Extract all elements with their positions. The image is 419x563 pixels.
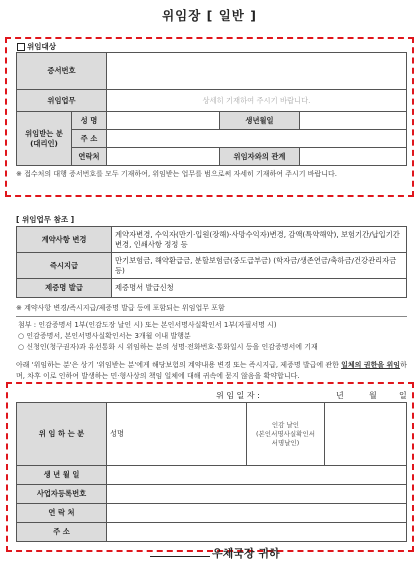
agent-birth-field[interactable]: [300, 112, 407, 130]
delegator-address-field[interactable]: [107, 523, 407, 542]
cert-no-label: 증서번호: [17, 53, 107, 90]
cert-no-field[interactable]: [107, 53, 407, 90]
agent-label: 위임받는 분 (대리인): [17, 112, 72, 166]
cert-issue-text: 제증명서 발급신청: [112, 279, 407, 298]
agent-contact-label: 연락처: [72, 148, 107, 166]
instant-pay-text: 만기보험금, 해약환급금, 분할보험금(중도급부금) (학자금/생존연금/축하금/건강관리자금 등): [112, 253, 407, 279]
footer: 우체국장 귀하: [150, 545, 280, 561]
delegator-address-label: 주 소: [17, 523, 107, 542]
relation-label: 위임자와의 관계: [220, 148, 300, 166]
delegator-contact-label: 연 락 처: [17, 504, 107, 523]
delegator-birth-label: 생 년 월 일: [17, 466, 107, 485]
recipient-blank[interactable]: [150, 556, 210, 557]
delegator-label: 위 임 하 는 분: [17, 403, 107, 466]
delegation-statement: 아래 '위임하는 분'은 상기 '위임받는 분'에게 해당보험의 계약내용 변경 또는 즉시지급, 제증명 발급에 관한 일체의 권한을 위임하며, 차후 이로 인하여 발생하는 민·형사상의 책임 일체에 대해 귀속에 묻지 않음을 확약합니다.: [16, 361, 407, 380]
agent-contact-field[interactable]: [107, 148, 220, 166]
attachment-line-1: 첨부 : 인감증명서 1부(인감도장 날인 시) 또는 본인서명사실확인서 1부(자필서명 시): [18, 321, 277, 329]
delegator-table: [16, 402, 407, 542]
attachment-line-3: ○ 신청인(청구권자)과 유선통화 시 위임하는 분의 성명·전화번호·통화일시 등을 인감증명서에 기재: [18, 343, 318, 351]
instant-pay-label: 즉시지급: [17, 253, 112, 279]
agent-address-field[interactable]: [107, 130, 407, 148]
agent-name-label: 성 명: [72, 112, 107, 130]
delegator-contact-field[interactable]: [107, 504, 407, 523]
delegator-birth-field[interactable]: [107, 466, 407, 485]
delegator-name-label: 성명: [107, 403, 247, 466]
cert-issue-label: 제증명 발급: [17, 279, 112, 298]
agent-address-label: 주 소: [72, 130, 107, 148]
relation-field[interactable]: [300, 148, 407, 166]
bizno-field[interactable]: [107, 485, 407, 504]
reference-table: [16, 226, 407, 298]
bizno-label: 사업자등록번호: [17, 485, 107, 504]
checkbox-icon: [17, 43, 25, 51]
attachment-line-2: ○ 인감증명서, 본인서명사실확인서는 3개월 이내 발행분: [18, 332, 191, 340]
agent-birth-label: 생년월일: [220, 112, 300, 130]
section1-title: 위임대상: [17, 41, 56, 52]
task-field[interactable]: 상세히 기재하여 주시기 바랍니다.: [107, 90, 407, 112]
delegation-date: 위 임 일 자 : 년 월 일: [216, 391, 407, 400]
reference-title: [ 위임업무 참조 ]: [16, 215, 75, 224]
page-title: 위임장 [ 일반 ]: [162, 8, 257, 23]
agent-name-field[interactable]: [107, 112, 220, 130]
attachment-divider: [16, 316, 407, 317]
contract-change-label: 계약사항 변경: [17, 227, 112, 253]
section1-note: ※ 접수처의 대행 증서번호를 모두 기재하여, 위임받는 업무를 범으로써 자세히 기재하여 주시기 바랍니다.: [16, 170, 338, 178]
task-label: 위임업무: [17, 90, 107, 112]
delegator-seal-field[interactable]: [325, 403, 407, 466]
seal-box[interactable]: 인감 날인 (본인서명사실확인서 서명날인): [247, 403, 325, 466]
reference-footnote: ※ 계약사항 변경/즉시지급/제증명 발급 등에 포함되는 위임업무 포함: [16, 304, 225, 312]
delegation-target-table: [16, 52, 407, 166]
contract-change-text: 계약자변경, 수익자(만기·입원(장해)·사망수익자)변경, 감액(특약해약), 보험기간/납입기간 변경, 인쇄사항 정정 등: [112, 227, 407, 253]
